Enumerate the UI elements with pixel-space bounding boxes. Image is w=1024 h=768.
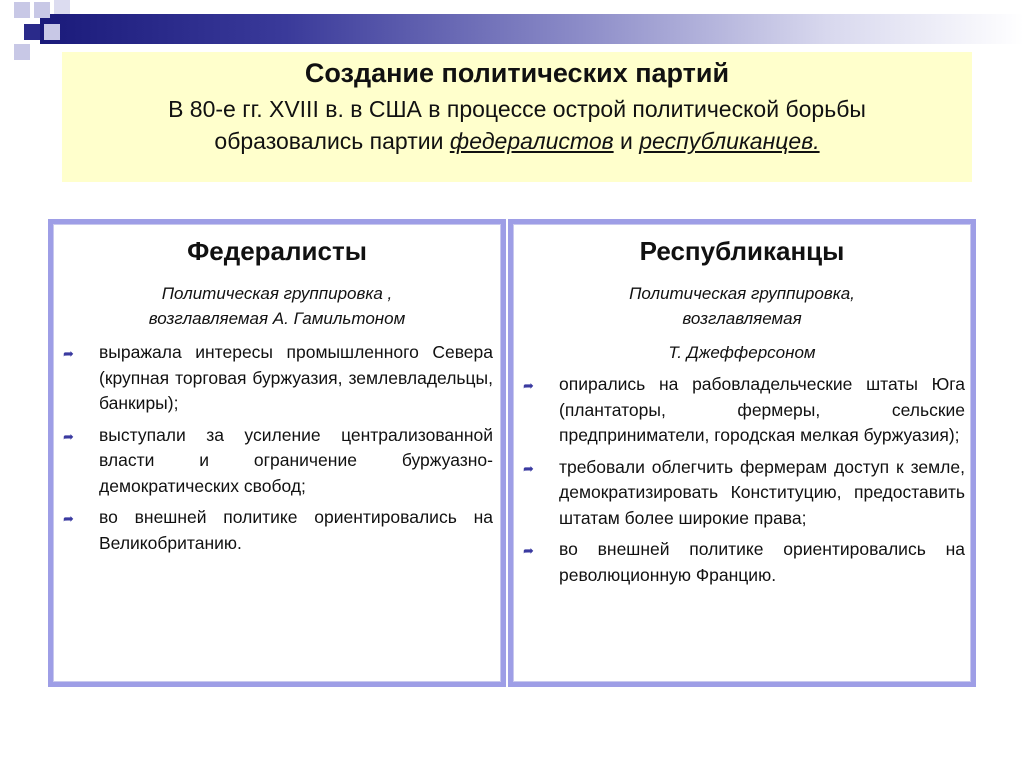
decor-square <box>24 24 40 40</box>
decor-square <box>34 2 50 18</box>
republicans-list <box>513 372 965 594</box>
arrow-bullet-icon: ➦ <box>523 460 534 476</box>
list-item-text: требовали облегчить фермерам доступ к земле, демократизировать Конституцию, предоставить штатам более широкие права; <box>559 456 965 528</box>
federalists-panel <box>48 219 506 687</box>
header-gradient-bar <box>40 14 1024 44</box>
republicans-subtitle-3: Т. Джефферсоном <box>668 343 816 362</box>
decor-square <box>14 44 30 60</box>
intro-line-1: В 80-е гг. XVIII в. в США в процессе острой политической борьбы <box>168 96 866 122</box>
decor-square <box>54 0 70 14</box>
arrow-bullet-icon: ➦ <box>523 378 534 393</box>
list-item-text: опирались на рабовладельческие штаты Юга (плантаторы, фермеры, сельские предприниматели, городская мелкая буржуазия); <box>559 374 965 445</box>
republicans-subtitle-2: возглавляемая <box>682 309 802 328</box>
list-item <box>513 537 965 588</box>
republicans-link[interactable]: республиканцев. <box>639 128 820 154</box>
federalists-title: Федералисты <box>187 236 367 266</box>
republicans-panel <box>508 219 976 687</box>
list-item-text: во внешней политике ориентировались на Великобританию. <box>99 507 493 553</box>
list-item <box>513 455 965 532</box>
intro-conj: и <box>613 128 640 154</box>
federalists-link[interactable]: федералистов <box>449 128 614 154</box>
title-box <box>62 52 972 182</box>
list-item <box>53 340 493 417</box>
list-item-text: во внешней политике ориентировались на революционную Францию. <box>559 539 965 585</box>
arrow-bullet-icon: ➦ <box>63 428 74 444</box>
list-item <box>53 505 493 556</box>
arrow-bullet-icon: ➦ <box>523 543 534 558</box>
list-item <box>53 423 493 500</box>
decor-square <box>14 2 30 18</box>
republicans-title: Республиканцы <box>639 236 845 266</box>
intro-prefix: образовались партии <box>214 128 450 154</box>
federalists-subtitle-2: возглавляемая А. Гамильтоном <box>148 309 406 328</box>
list-item-text: выступали за усиление централизованной власти и ограничение буржуазно-демократических свобод; <box>99 424 493 496</box>
list-item <box>513 372 965 449</box>
republicans-subtitle-1: Политическая группировка, <box>629 284 855 303</box>
slide-title: Создание политических партий <box>304 58 730 88</box>
federalists-subtitle-1: Политическая группировка , <box>161 284 393 303</box>
list-item-text: выражала интересы промышленного Севера (крупная торговая буржуазия, землевладельцы, банкиры); <box>99 342 493 413</box>
arrow-bullet-icon: ➦ <box>63 346 74 361</box>
federalists-list <box>53 340 493 562</box>
arrow-bullet-icon: ➦ <box>63 511 74 526</box>
intro-line-2 <box>62 128 972 155</box>
decor-square <box>44 24 60 40</box>
